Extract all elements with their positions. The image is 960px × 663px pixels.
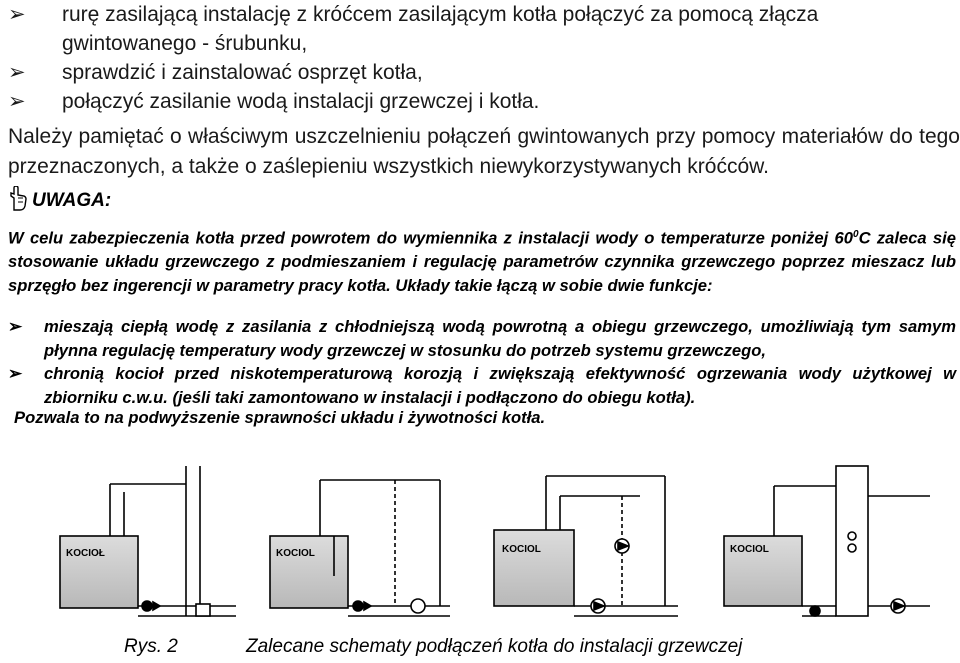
connection-schematics: [0, 456, 960, 628]
schematic-4: [724, 466, 930, 616]
list-item-text: chronią kocioł przed niskotemperaturową korozją i zwiększają efektywność ogrzewania wody użytkowej w zbiorniku c.w.u. (jeśli taki zamontowano w instalacji i podłączono do obiegu kotła).: [44, 364, 956, 407]
sealing-paragraph: Należy pamiętać o właściwym uszczelnieniu połączeń gwintowanych przy pomocy materiałów do tego przeznaczonych, a także o zaślepieniu wszystkich niewykorzystywanych króćców.: [8, 125, 960, 178]
list-item-text: sprawdzić i zainstalować osprzęt kotła,: [62, 61, 423, 84]
arrow-bullet-icon: ➢: [8, 61, 26, 84]
list-item: [8, 0, 958, 58]
boiler-label: KOCIOŁ: [66, 548, 105, 559]
note-text-part: C zaleca się stosowanie układu grzewczego z podmieszaniem i regulację parametrów czynnika grzewczego poprzez mieszacz lub sprzęgło bez ingerencji w parametry pracy kotła. Układy takie łączą w sobie dwie funkcje:: [8, 228, 956, 295]
note-text-part: W celu zabezpieczenia kotła przed powrotem do wymiennika z instalacji wody o temperaturze poniżej 60: [8, 228, 853, 248]
degree-superscript: 0: [853, 229, 859, 240]
top-bullet-list: [8, 0, 958, 116]
schematic-1: [60, 466, 236, 616]
function-bullet-list: [8, 315, 956, 409]
arrow-bullet-icon: ➢: [8, 317, 23, 336]
pointing-hand-icon: [8, 186, 28, 212]
list-item: [8, 87, 958, 116]
warning-title: UWAGA:: [32, 190, 112, 211]
arrow-bullet-icon: ➢: [8, 90, 26, 113]
arrow-bullet-icon: ➢: [8, 364, 23, 383]
warning-text: [8, 223, 956, 297]
boiler-label: KOCIOL: [502, 544, 541, 555]
list-item: [8, 315, 956, 362]
figure-caption: Zalecane schematy podłączeń kotła do instalacji grzewczej: [246, 636, 743, 657]
figure-number: Rys. 2: [124, 636, 178, 657]
list-item: [8, 362, 956, 409]
arrow-bullet-icon: ➢: [8, 3, 26, 26]
list-item-text: mieszają ciepłą wodę z zasilania z chłodniejszą wodą powrotną a obiegu grzewczego, umożliwiają tym samym płynna regulację temperatury wody grzewczej w stosunku do potrzeb systemu grzewczego,: [44, 317, 956, 360]
list-item-text: rurę zasilającą instalację z króćcem zasilającym kotła połączyć za pomocą złącza gwintowanego - śrubunku,: [62, 3, 819, 55]
boiler-label: KOCIOL: [276, 548, 315, 559]
boiler-label: KOCIOL: [730, 544, 769, 555]
warning-heading: [8, 186, 111, 212]
list-item-text: połączyć zasilanie wodą instalacji grzewczej i kotła.: [62, 90, 540, 113]
conclusion-text: Pozwala to na podwyższenie sprawności układu i żywotności kotła.: [14, 408, 546, 427]
list-item: [8, 58, 958, 87]
